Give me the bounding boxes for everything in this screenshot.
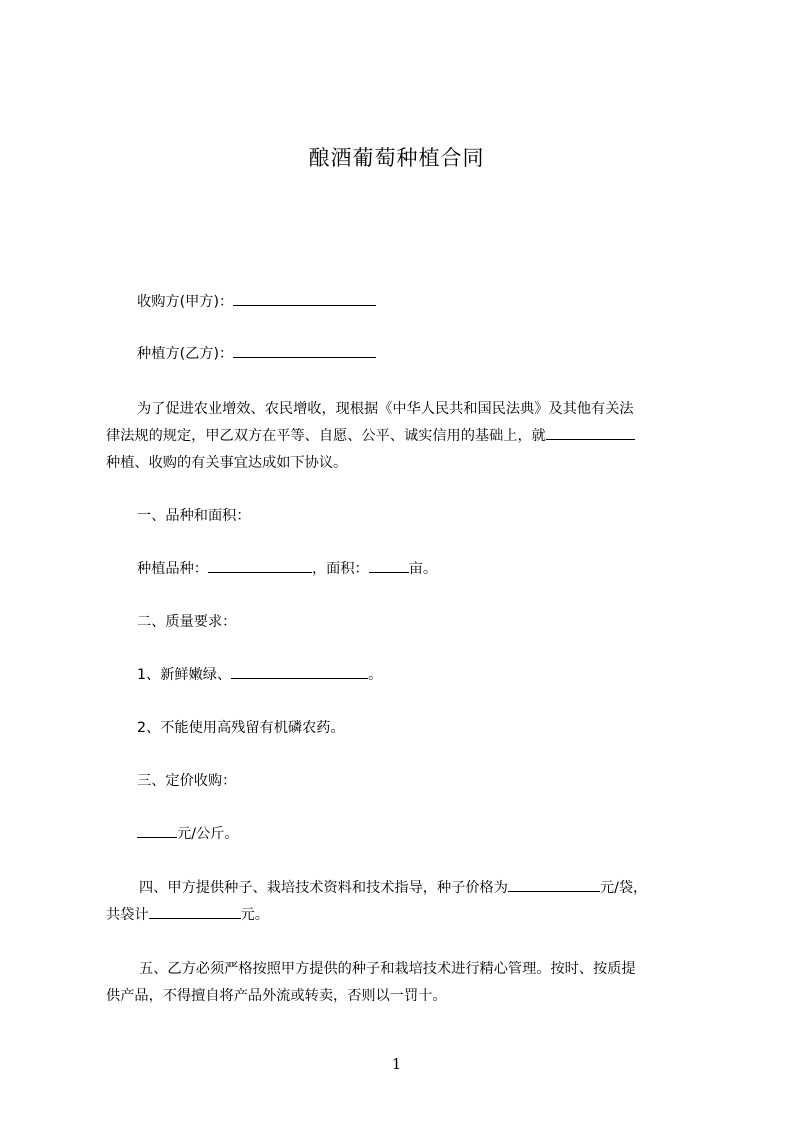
area-blank — [369, 559, 409, 573]
party-b-label: 种植方(乙方)： — [137, 346, 234, 362]
seed-price-unit: 元/袋， — [599, 880, 648, 896]
total-bags-text: 共袋计 — [106, 907, 149, 923]
party-b-line — [137, 344, 376, 364]
section-3-heading: 三、定价收购： — [137, 773, 237, 789]
preamble-line-1: 为了促进农业增效、农民增收，现根据《中华人民共和国民法典》及其他有关法 — [137, 401, 634, 417]
variety-blank — [208, 559, 312, 573]
seed-price-text: 四、甲方提供种子、栽培技术资料和技术指导，种子价格为 — [139, 880, 508, 896]
preamble-line-2 — [106, 426, 635, 446]
page-number: 1 — [391, 1055, 402, 1073]
section-5-line-2: 供产品，不得擅自将产品外流或转卖，否则以一罚十。 — [106, 988, 447, 1004]
area-unit: 亩。 — [408, 561, 438, 577]
variety-label: 种植品种： — [137, 561, 208, 577]
price-line — [137, 824, 239, 844]
section-4-line-2 — [106, 905, 269, 925]
party-b-blank — [233, 344, 376, 358]
preamble-blank — [546, 426, 635, 440]
section-2-heading: 二、质量要求： — [137, 614, 237, 630]
contract-title: 酿酒葡萄种植合同 — [308, 146, 485, 170]
section-5-line-1: 五、乙方必须严格按照甲方提供的种子和栽培技术进行精心管理。按时、按质提 — [139, 961, 636, 977]
quality-item-1 — [137, 665, 382, 685]
price-unit: 元/公斤。 — [177, 826, 239, 842]
party-a-label: 收购方(甲方)： — [137, 294, 234, 310]
seed-price-blank — [508, 878, 600, 892]
quality-blank — [231, 665, 368, 679]
area-label: ，面积： — [311, 561, 369, 577]
section-1-heading: 一、品种和面积： — [137, 508, 251, 524]
quality-item-1-text: 1、新鲜嫩绿、 — [137, 667, 232, 683]
section-4-line-1 — [139, 878, 647, 898]
quality-item-1-end: 。 — [368, 667, 383, 683]
price-blank — [137, 824, 177, 838]
total-amount-blank — [149, 905, 241, 919]
party-a-line — [137, 292, 376, 312]
preamble-line-3: 种植、收购的有关事宜达成如下协议。 — [106, 455, 348, 471]
quality-item-2: 2、不能使用高残留有机磷农药。 — [137, 720, 345, 736]
total-amount-unit: 元。 — [240, 907, 269, 923]
party-a-blank — [233, 292, 376, 306]
variety-area-line — [137, 559, 437, 579]
preamble-line-2-text: 律法规的规定，甲乙双方在平等、自愿、公平、诚实信用的基础上，就 — [106, 428, 546, 444]
